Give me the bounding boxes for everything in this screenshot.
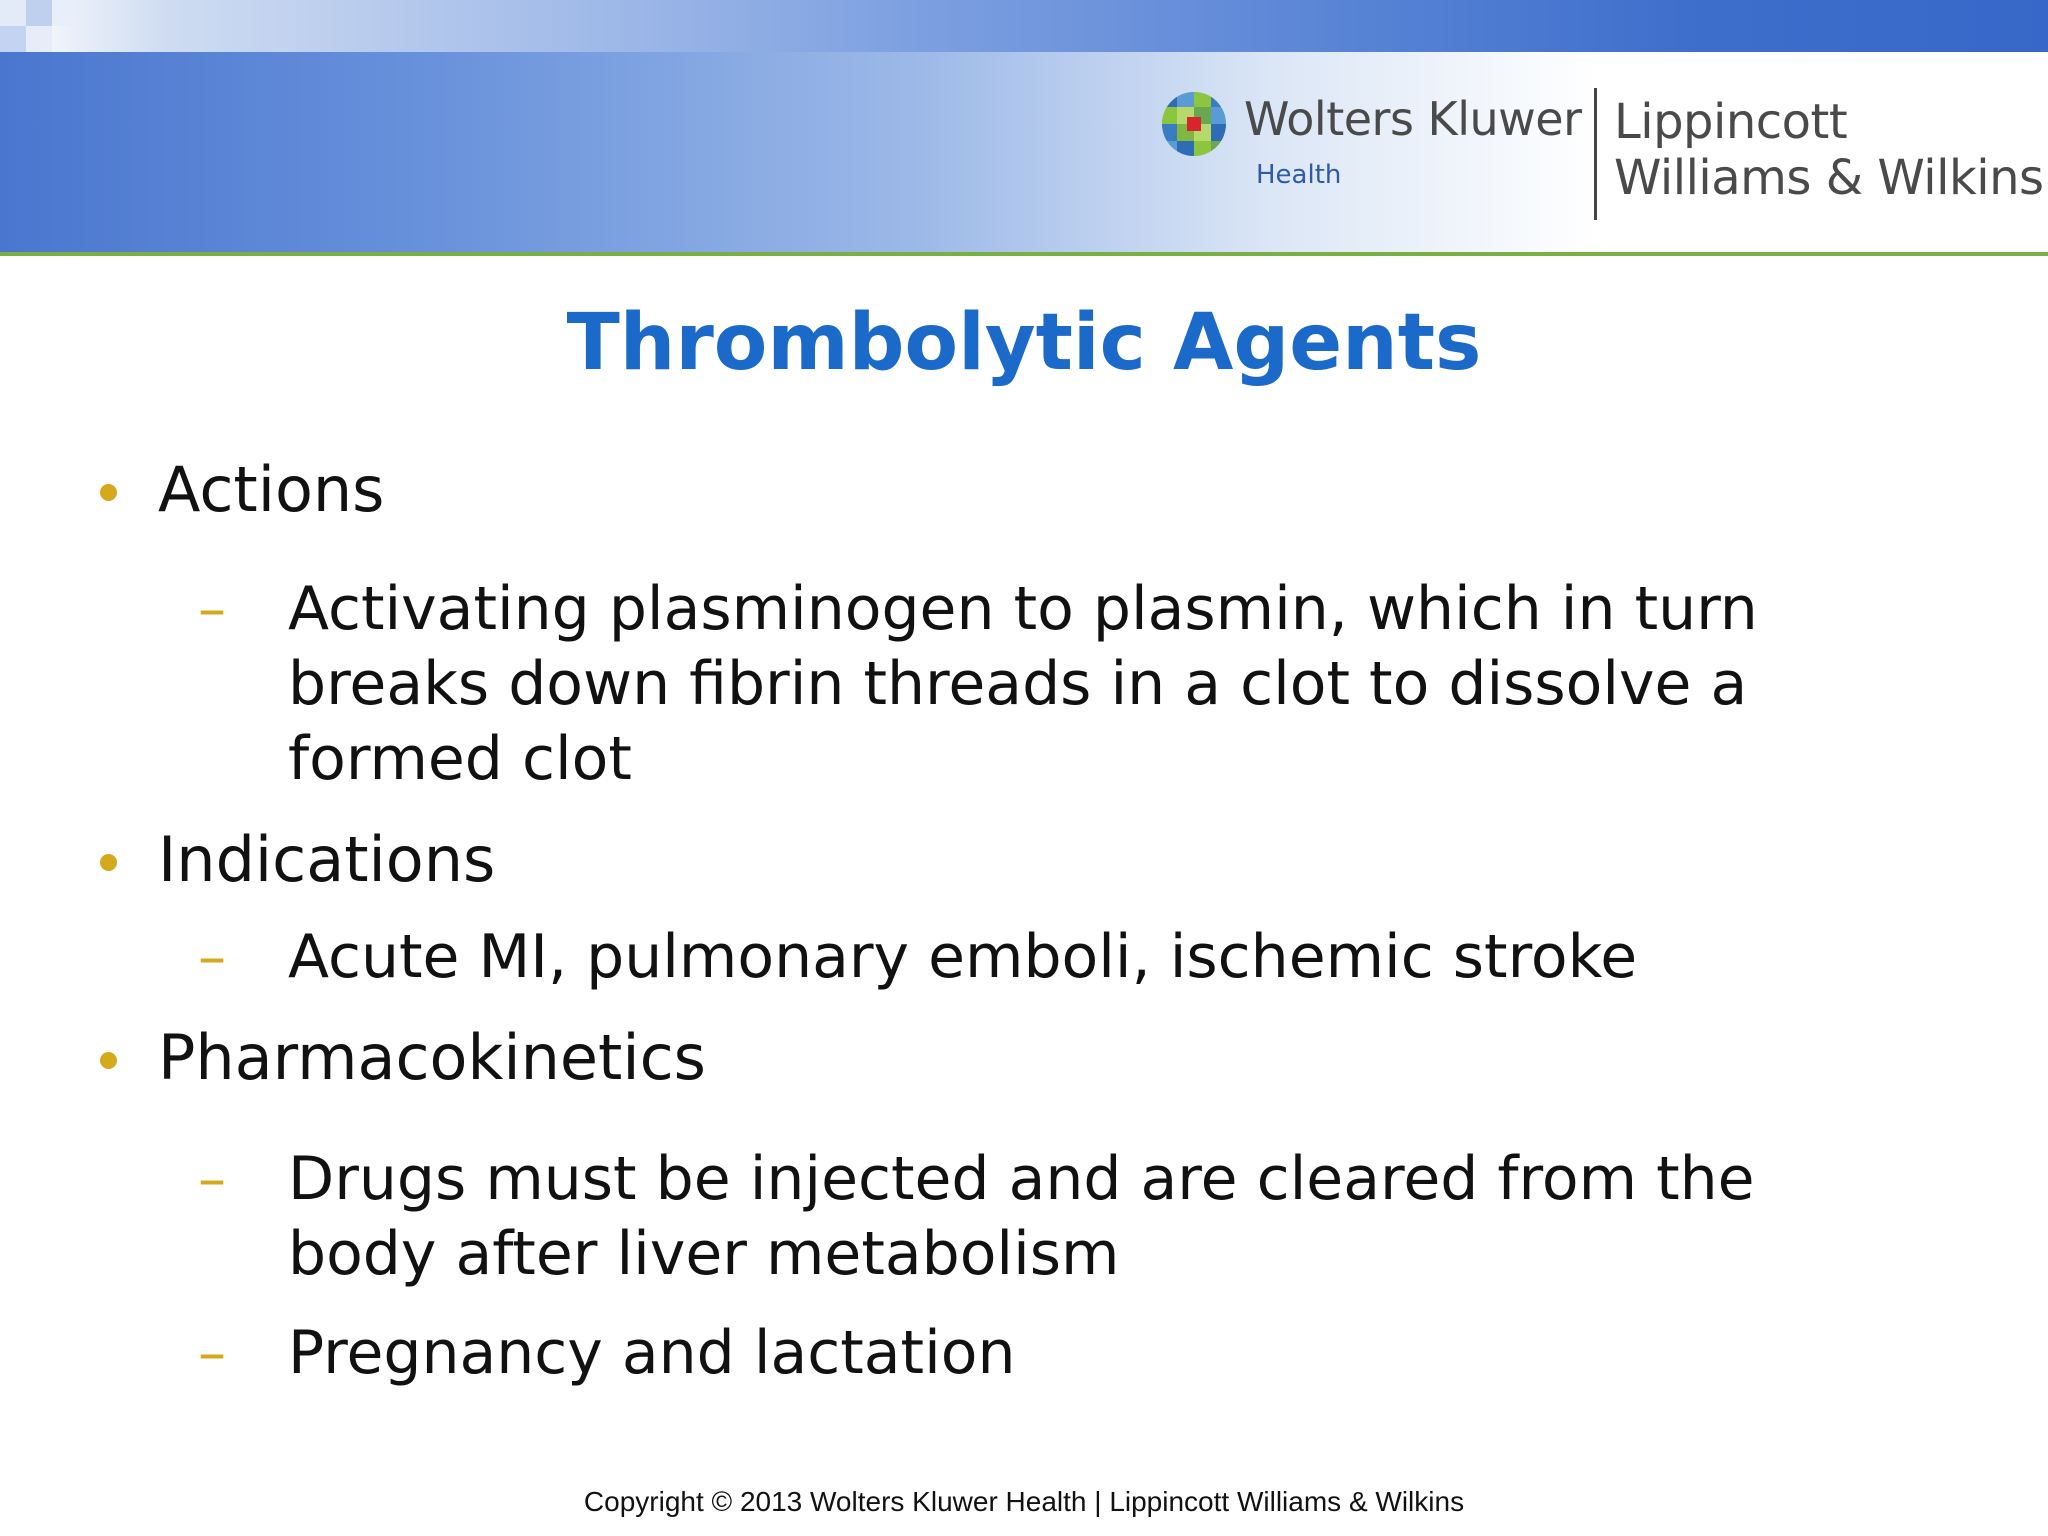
header-green-rule bbox=[0, 252, 2048, 256]
sub-bullet-text bbox=[288, 1142, 1988, 1292]
logo-divider bbox=[1594, 88, 1597, 220]
slide-title: Thrombolytic Agents bbox=[566, 298, 1482, 388]
lww-name-line1: Lippincott bbox=[1614, 94, 1848, 150]
dash-bullet-icon: – bbox=[198, 925, 226, 990]
header-band bbox=[0, 0, 2048, 252]
sub-bullet-text bbox=[288, 920, 1988, 995]
sub-bullet-line: breaks down fibrin threads in a clot to dissolve a bbox=[288, 649, 1748, 719]
wolters-kluwer-sub: Health bbox=[1256, 160, 1342, 190]
bullet-label: Actions bbox=[158, 453, 385, 526]
sub-bullet-text bbox=[288, 572, 1988, 797]
bullet-dot-icon bbox=[100, 484, 117, 501]
sub-bullet-text bbox=[288, 1316, 1988, 1391]
sub-bullet-line: Acute MI, pulmonary emboli, ischemic stroke bbox=[288, 922, 1638, 992]
bullet-dot-icon bbox=[100, 1052, 117, 1069]
sub-bullet-line: body after liver metabolism bbox=[288, 1219, 1120, 1289]
bullet-dot-icon bbox=[100, 854, 117, 871]
dash-bullet-icon: – bbox=[198, 1147, 226, 1212]
dash-bullet-icon: – bbox=[198, 1321, 226, 1386]
sub-bullet-line: formed clot bbox=[288, 724, 632, 794]
dash-bullet-icon: – bbox=[198, 577, 226, 642]
sub-bullet-line: Pregnancy and lactation bbox=[288, 1318, 1016, 1388]
bullet-label: Pharmacokinetics bbox=[158, 1021, 706, 1094]
publisher-logos bbox=[1160, 84, 2044, 224]
wolters-kluwer-name: Wolters Kluwer bbox=[1244, 92, 1582, 146]
corner-squares-decoration bbox=[0, 0, 90, 52]
sub-bullet-line: Activating plasminogen to plasmin, which in turn bbox=[288, 574, 1758, 644]
bullet-label: Indications bbox=[158, 823, 496, 896]
footer-copyright: Copyright © 2013 Wolters Kluwer Health | Lippincott Williams & Wilkins bbox=[583, 1486, 1465, 1517]
header-top-strip bbox=[0, 0, 2048, 52]
wolters-kluwer-logo-icon bbox=[1160, 90, 1228, 158]
sub-bullet-line: Drugs must be injected and are cleared from the bbox=[288, 1144, 1755, 1214]
lww-name-line2: Williams & Wilkins bbox=[1614, 150, 2044, 206]
